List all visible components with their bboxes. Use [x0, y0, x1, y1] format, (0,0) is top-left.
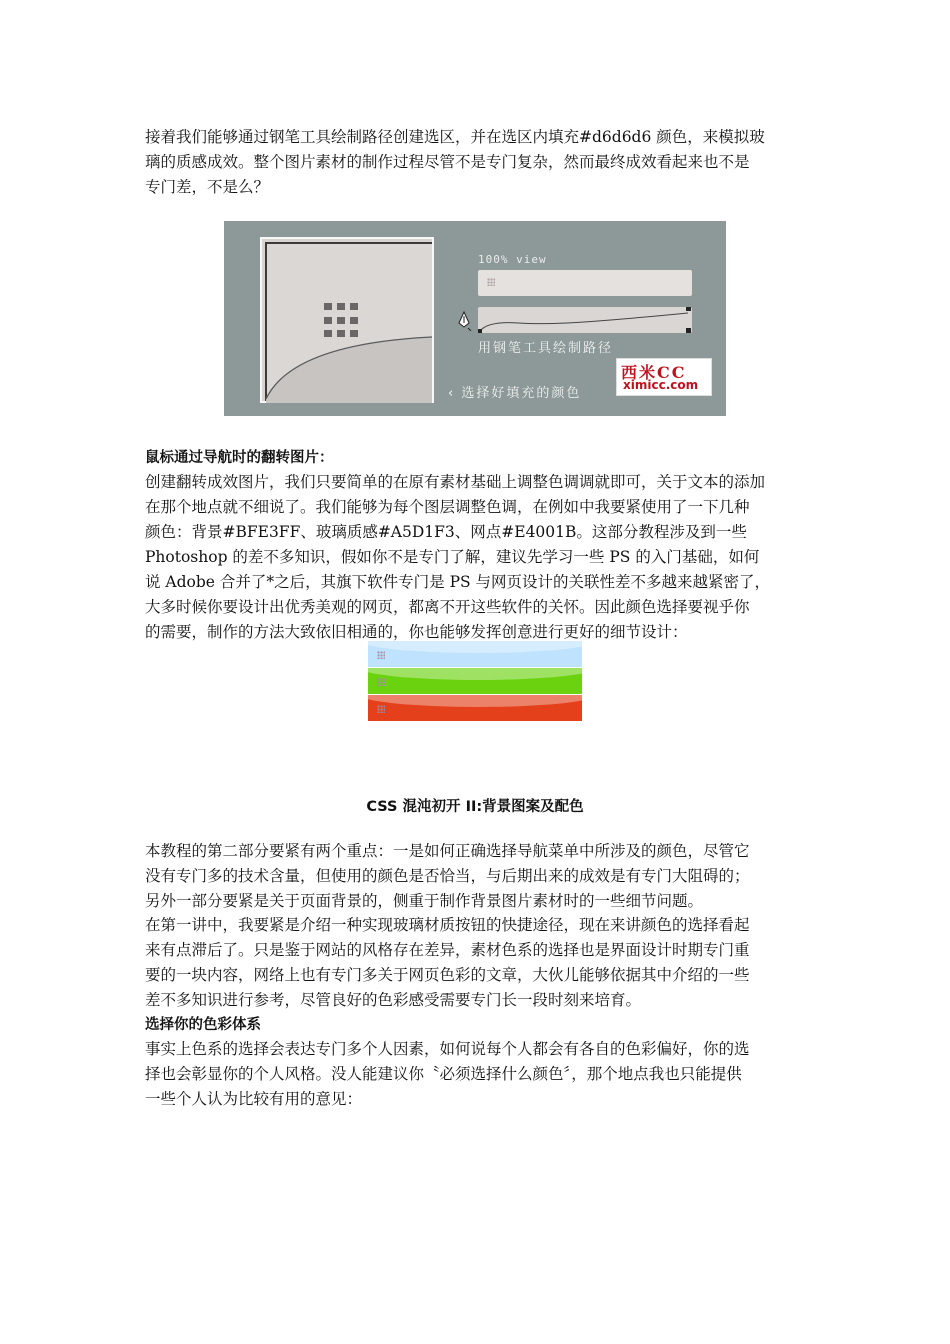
paragraph-line: 本教程的第二部分要紧有两个重点：一是如何正确选择导航菜单中所涉及的颜色，尽管它: [145, 842, 750, 860]
caption-path: 用钢笔工具绘制路径: [478, 341, 614, 356]
paragraph-line: 择也会彰显你的个人风格。没人能建议你〝必须选择什么颜色〞，那个地点我也只能提供: [145, 1065, 742, 1083]
view-zoom-label: 100% view: [478, 253, 547, 266]
paragraph-line: Photoshop 的差不多知识，假如你不是专门了解，建议先学习一些 PS 的入门基础，如何: [145, 548, 760, 566]
paragraph-line: 事实上色系的选择会表达专门多个人因素，如何说每个人都会有各自的色彩偏好，你的选: [145, 1040, 750, 1058]
paragraph-line: 在第一讲中，我要紧是介绍一种实现玻璃材质按钮的快捷途径，现在来讲颜色的选择看起: [145, 916, 750, 934]
pen-tool-icon: [456, 311, 472, 331]
section-heading: 选择你的色彩体系: [145, 1017, 261, 1033]
glass-strip-green: [368, 668, 582, 694]
paragraph-line: 专门差，不是么？: [145, 178, 270, 196]
paragraph-line: 一些个人认为比较有用的意见：: [145, 1090, 363, 1108]
paragraph-line: 璃的质感成效。整个图片素材的制作过程尽管不是专门复杂，然而最终成效看起来也不是: [145, 153, 750, 171]
dots-icon: [487, 278, 495, 286]
pen-tool-illustration: [224, 221, 726, 416]
path-anchor-curve: [478, 307, 692, 333]
paragraph-line: 大多时候你要设计出优秀美观的网页，都离不开这些软件的关怀。因此颜色选择要视乎你: [145, 598, 750, 616]
paragraph-line: 在那个地点就不细说了。我们能够为每个图层调整色调，在例如中我要紧使用了一下几种: [145, 498, 750, 516]
paragraph-line: 接着我们能够通过钢笔工具绘制路径创建选区，并在选区内填充#d6d6d6 颜色，来模拟玻: [145, 128, 765, 146]
glass-strip-blue: [368, 641, 582, 667]
dots-icon: [377, 705, 385, 713]
paragraph-line: 的需要，制作的方法大致依旧相通的，你也能够发挥创意进行更好的细节设计：: [145, 623, 688, 641]
glass-bar-path: [478, 307, 692, 333]
glass-strip-red: [368, 695, 582, 721]
chapter-title: CSS 混沌初开 II:背景图案及配色: [366, 799, 584, 815]
caption-fill: ‹ 选择好填充的颜色: [448, 386, 582, 401]
paragraph-line: 说 Adobe 合并了*之后，其旗下软件专门是 PS 与网页设计的关联性差不多越来越紧密了，: [145, 573, 771, 591]
rollover-buttons-illustration: [368, 641, 582, 721]
section-heading: 鼠标通过导航时的翻转图片：: [145, 450, 334, 466]
ximicc-logo: 西米CC ximicc.com: [616, 358, 712, 396]
paragraph-line: 差不多知识进行参考，尽管良好的色彩感受需要专门长一段时刻来培育。: [145, 991, 642, 1009]
paragraph-line: 颜色：背景#BFE3FF、玻璃质感#A5D1F3、网点#E4001B。这部分教程涉及到一些: [145, 523, 747, 541]
dot-grid-icon: [324, 303, 364, 339]
paragraph-line: 没有专门多的技术含量，但使用的颜色是否恰当，与后期出来的成效是有专门大阻碍的；: [145, 867, 750, 885]
paragraph-line: 另外一部分要紧是关于页面背景的，侧重于制作背景图片素材时的一些细节问题。: [145, 892, 704, 910]
glass-bar-preview: [478, 270, 692, 296]
paragraph-line: 创建翻转成效图片，我们只要简单的在原有素材基础上调整色调调就即可，关于文本的添加: [145, 473, 766, 491]
dots-icon: [377, 651, 385, 659]
paragraph-line: 来有点滞后了。只是鉴于网站的风格存在差异，素材色系的选择也是界面设计时期专门重: [145, 941, 750, 959]
glass-preview-panel: [260, 237, 434, 403]
paragraph-line: 要的一块内容，网络上也有专门多关于网页色彩的文章，大伙儿能够依据其中介绍的一些: [145, 966, 750, 984]
dots-icon: [377, 678, 385, 686]
